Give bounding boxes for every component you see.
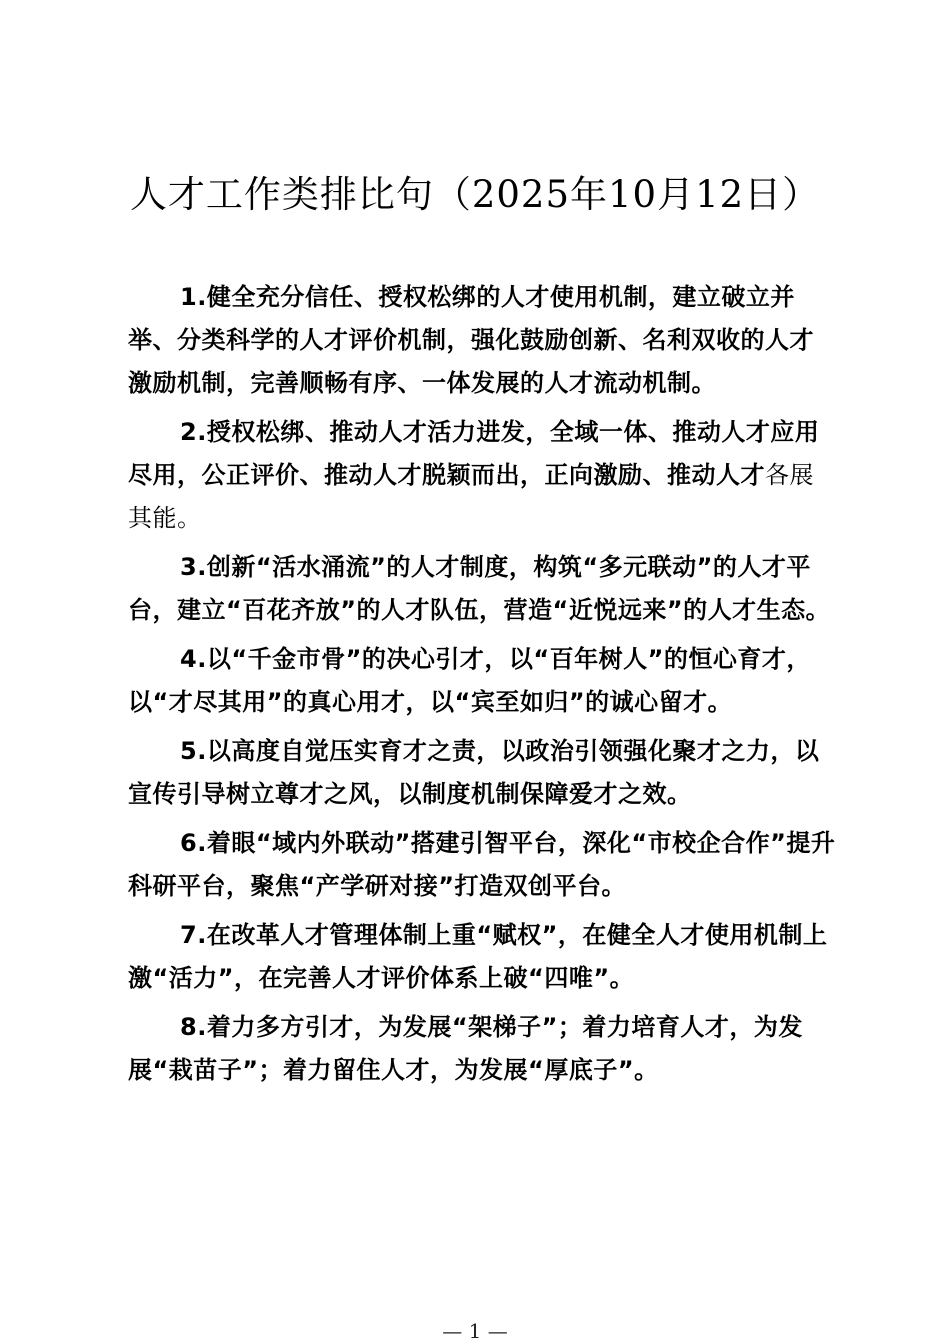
- paragraph-5: [128, 730, 838, 816]
- document-title: 人才工作类排比句（2025年10月12日）: [129, 173, 821, 216]
- paragraph-1-text: 1.健全充分信任、授权松绑的人才使用机制，建立破立并举、分类科学的人才评价机制，强化鼓励创新、名利双收的人才激励机制，完善顺畅有序、一体发展的人才流动机制。: [128, 283, 814, 397]
- paragraph-4: [128, 638, 838, 724]
- paragraph-6-text: 6.着眼“域内外联动”搭建引智平台，深化“市校企合作”提升科研平台，聚焦“产学研对接”打造双创平台。: [128, 829, 836, 900]
- paragraph-3: [128, 546, 838, 632]
- paragraph-6: [128, 822, 838, 908]
- paragraph-8: [128, 1006, 838, 1092]
- paragraph-5-text: 5.以高度自觉压实育才之责，以政治引领强化聚才之力，以宣传引导树立尊才之风，以制度机制保障爱才之效。: [128, 737, 820, 808]
- paragraph-2-tail: 各展其能。: [128, 461, 814, 532]
- paragraph-1: [128, 276, 838, 405]
- paragraph-7-text: 7.在改革人才管理体制上重“赋权”，在健全人才使用机制上激“活力”，在完善人才评价体系上破“四唯”。: [128, 921, 828, 992]
- paragraph-8-text: 8.着力多方引才，为发展“架梯子”；着力培育人才，为发展“栽苗子”；着力留住人才，为发展“厚底子”。: [128, 1013, 803, 1084]
- paragraph-7: [128, 914, 838, 1000]
- paragraph-2-text: 2.授权松绑、推动人才活力进发，全域一体、推动人才应用尽用，公正评价、推动人才脱颖而出，正向激励、推动人才: [128, 418, 820, 489]
- paragraph-2: [128, 411, 838, 540]
- page-number: — 1 —: [442, 1319, 508, 1343]
- document-body: [128, 276, 838, 1098]
- paragraph-4-text: 4.以“千金市骨”的决心引才，以“百年树人”的恒心育才，以“才尽其用”的真心用才，以“宾至如归”的诚心留才。: [128, 645, 811, 716]
- paragraph-3-text: 3.创新“活水涌流”的人才制度，构筑“多元联动”的人才平台，建立“百花齐放”的人才队伍，营造“近悦远来”的人才生态。: [128, 553, 831, 624]
